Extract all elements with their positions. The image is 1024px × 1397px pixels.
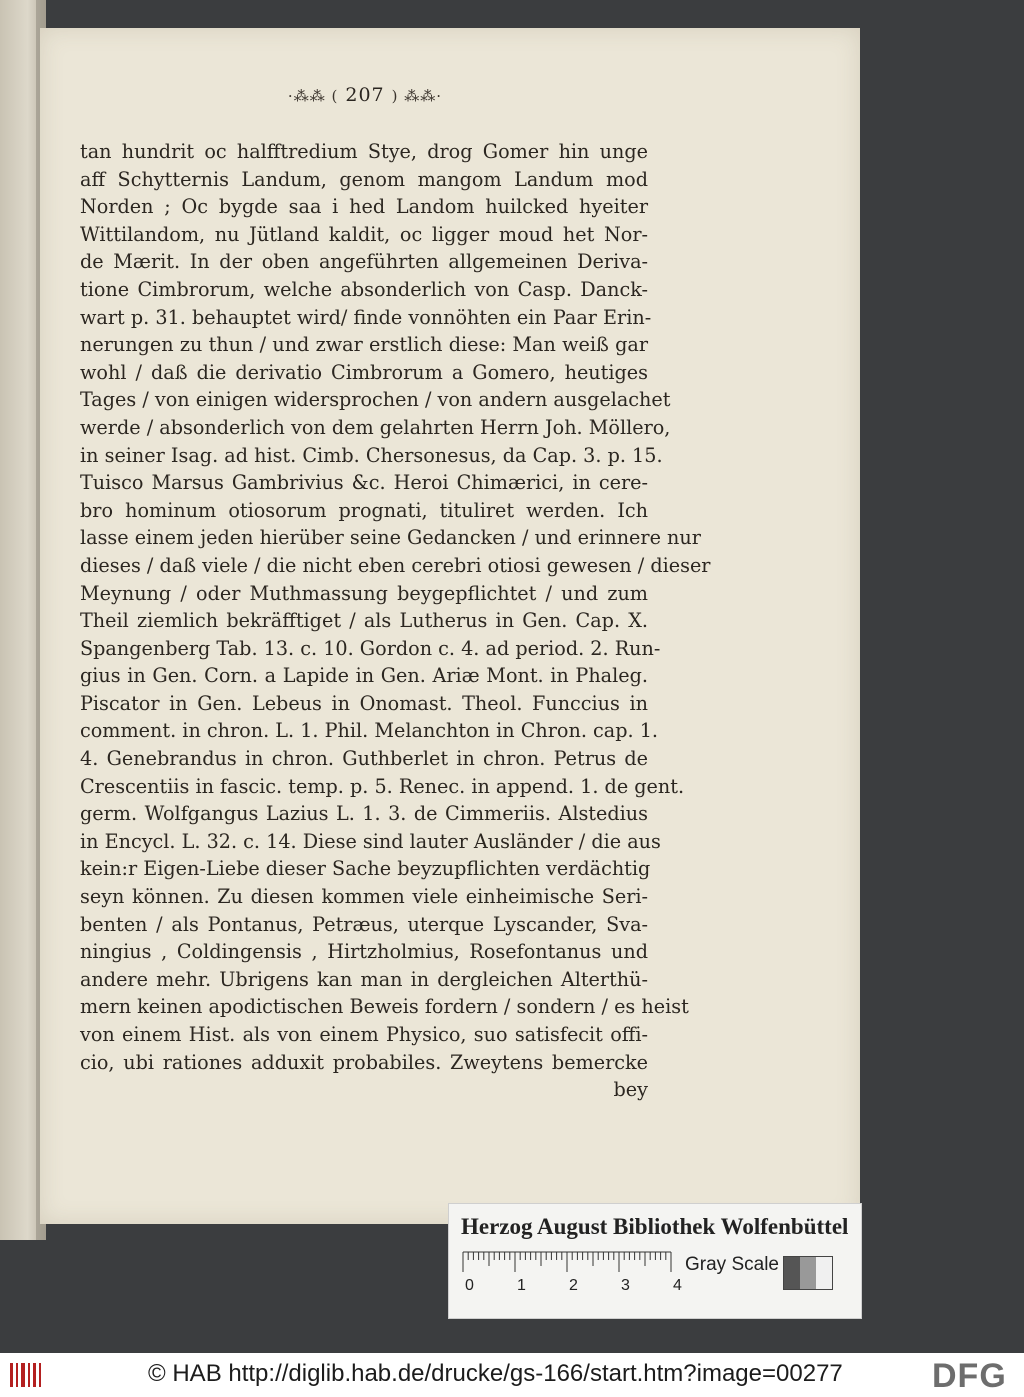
ruler-number: 4 — [673, 1277, 682, 1294]
gray-swatch-patch — [800, 1257, 816, 1289]
text-line: Tages / von einigen widersprochen / von andern ausgelachet — [80, 388, 671, 412]
text-line: wohl / daß die derivatio Cimbrorum a Gomero, heutiges — [80, 360, 648, 384]
text-line: comment. in chron. L. 1. Phil. Melanchton in Chron. cap. 1. — [80, 719, 659, 743]
text-line: cio, ubi rationes adduxit probabiles. Zweytens bemercke — [80, 1050, 648, 1074]
text-line: mern keinen apodictischen Beweis fordern / sondern / es heist — [80, 995, 689, 1019]
text-line: gius in Gen. Corn. a Lapide in Gen. Ariæ Mont. in Phaleg. — [80, 664, 648, 688]
text-line: in Encycl. L. 32. c. 14. Diese sind lauter Ausländer / die aus — [80, 829, 661, 853]
gray-scale-swatch — [783, 1256, 833, 1290]
text-line: Piscator in Gen. Lebeus in Onomast. Theol. Funccius in — [80, 691, 648, 715]
text-line: 4. Genebrandus in chron. Guthberlet in chron. Petrus de — [80, 747, 648, 771]
header-ornament-left: ·⁂⁂ ( — [287, 87, 339, 105]
ruler-number: 3 — [621, 1277, 630, 1294]
text-line: dieses / daß viele / die nicht eben cerebri otiosi gewesen / dieser — [80, 553, 711, 577]
page-text-block — [80, 138, 711, 1104]
ruler-number: 2 — [569, 1277, 578, 1294]
text-line: von einem Hist. als von einem Physico, suo satisfecit offi- — [80, 1023, 648, 1046]
text-line: benten / als Pontanus, Petræus, uterque Lyscander, Sva- — [80, 912, 648, 936]
text-line: werde / absonderlich von dem gelahrten Herrn Joh. Möllero, — [80, 415, 671, 439]
measurement-ruler — [463, 1252, 682, 1294]
text-line: ningius , Coldingensis , Hirtzholmius, Rosefontanus und — [80, 940, 648, 964]
ruler-number: 1 — [517, 1277, 526, 1294]
text-line: wart p. 31. behauptet wird/ finde vonnöhten ein Paar Erin- — [80, 305, 652, 329]
text-line: bro hominum otiosorum prognati, tituliret werden. Ich — [80, 498, 648, 522]
copyright-url: © HAB http://diglib.hab.de/drucke/gs-166/start.htm?image=00277 — [148, 1360, 843, 1387]
text-line: Wittilandom, nu Jütland kaldit, oc ligger moud het Nor- — [80, 222, 648, 246]
footer-bar — [0, 1353, 1024, 1397]
page-number: 207 — [345, 84, 385, 106]
dfg-logo: DFG — [932, 1357, 1007, 1395]
text-line: tan hundrit oc halfftredium Stye, drog Gomer hin unge — [80, 140, 648, 163]
text-line: Crescentiis in fascic. temp. p. 5. Renec. in append. 1. de gent. — [80, 774, 685, 798]
text-line: seyn können. Zu diesen kommen viele einheimische Seri- — [80, 885, 648, 909]
text-line: Spangenberg Tab. 13. c. 10. Gordon c. 4. ad period. 2. Run- — [80, 636, 661, 660]
barcode-logo-icon — [8, 1359, 44, 1391]
text-line: in seiner Isag. ad hist. Cimb. Chersonesus, da Cap. 3. p. 15. — [80, 443, 663, 467]
text-line: germ. Wolfgangus Lazius L. 1. 3. de Cimmeriis. Alstedius — [80, 802, 648, 826]
page-header — [250, 84, 480, 106]
text-line: Norden ; Oc bygde saa i hed Landom huilcked hyeiter — [80, 195, 648, 219]
text-line: Tuisco Marsus Gambrivius &c. Heroi Chimærici, in cere- — [80, 471, 648, 495]
text-line: Meynung / oder Muthmassung beygepflichtet / und zum — [80, 581, 648, 605]
text-line: tione Cimbrorum, welche absonderlich von Casp. Danck- — [80, 277, 648, 301]
color-calibration-card — [448, 1203, 862, 1319]
text-line: de Mærit. In der oben angeführten allgemeinen Deriva- — [80, 250, 648, 274]
ruler-number: 0 — [465, 1277, 474, 1294]
text-line: andere mehr. Ubrigens kan man in dergleichen Alterthü- — [80, 967, 648, 991]
gray-swatch-patch — [816, 1257, 832, 1289]
text-line: lasse einem jeden hierüber seine Gedancken / und erinnere nur — [80, 526, 701, 550]
card-title: Herzog August Bibliothek Wolfenbüttel — [461, 1214, 849, 1239]
text-line: nerungen zu thun / und zwar erstlich diese: Man weiß gar — [80, 333, 648, 357]
text-line: Theil ziemlich bekräfftiget / als Lutherus in Gen. Cap. X. — [80, 609, 648, 633]
text-line: aff Schytternis Landum, genom mangom Landum mod — [80, 167, 648, 191]
catchword: bey — [613, 1078, 648, 1102]
header-ornament-right: ) ⁂⁂· — [391, 87, 443, 105]
text-line: kein:r Eigen-Liebe dieser Sache beyzupflichten verdächtig — [80, 857, 651, 881]
gray-swatch-patch — [784, 1257, 800, 1289]
gray-scale-label: Gray Scale — [685, 1254, 779, 1275]
